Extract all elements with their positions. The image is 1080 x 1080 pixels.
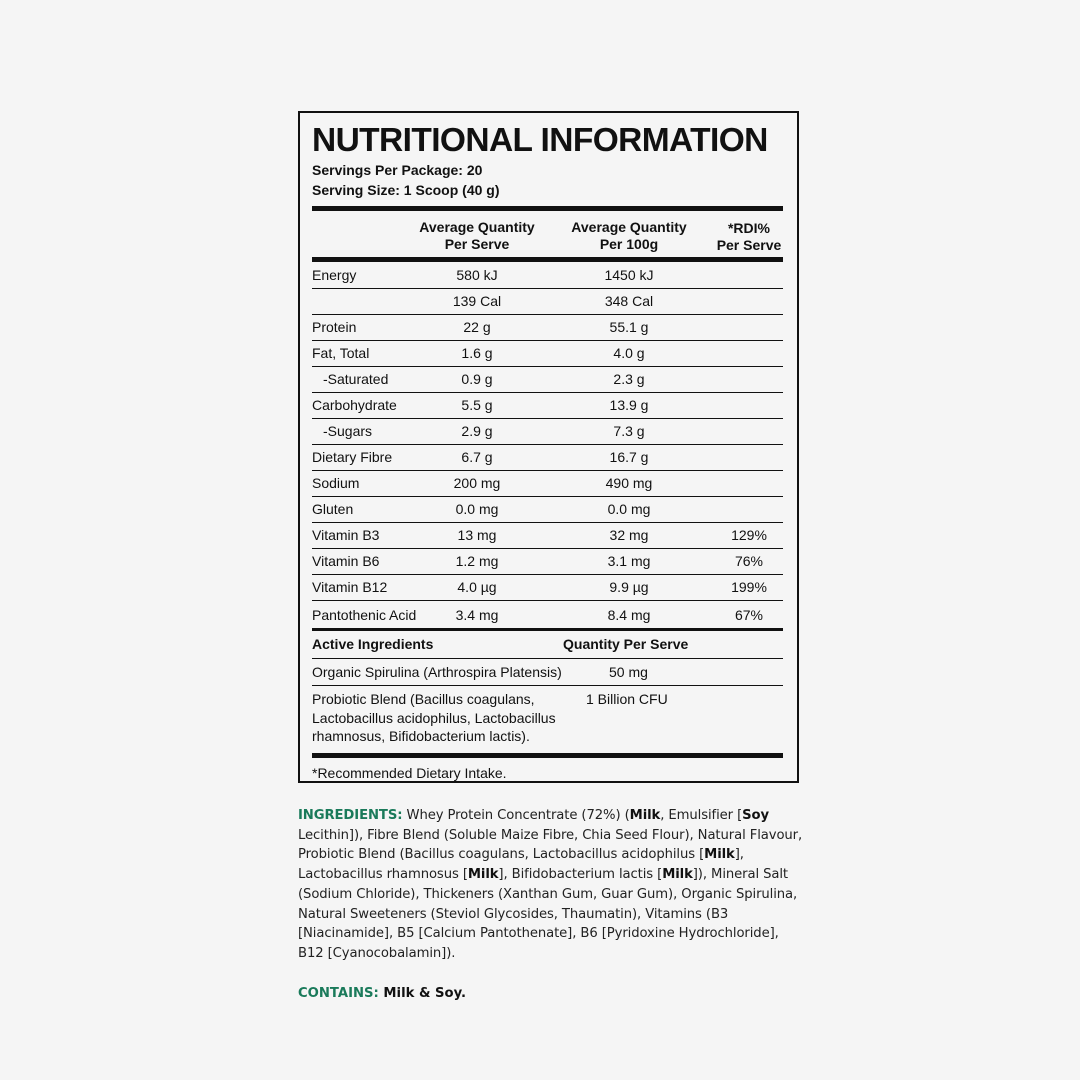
nutrient-name: Dietary Fibre (312, 449, 393, 465)
per-100g-value: 8.4 mg (607, 607, 651, 623)
table-row (312, 574, 783, 600)
header-per-100g-line2: Per 100g (599, 236, 659, 252)
per-100g-value: 1450 kJ (604, 267, 654, 283)
ingredients-text (298, 806, 803, 964)
per-100g-value: 490 mg (605, 475, 653, 491)
ingredients-seg: Lecithin]), Fibre Blend (Soluble Maize Fibre, Chia Seed Flour), Natural Flavour, Probiotic Blend (Bacillus coagulans, Lactobacillus acidophilus [ (298, 827, 803, 863)
rdi-value: 129% (731, 527, 767, 543)
ingredients-seg: ], Bifidobacterium lactis [ (498, 867, 663, 883)
active-ingredient-qty: 1 Billion CFU (586, 691, 668, 707)
per-100g-value: 32 mg (609, 527, 649, 543)
nutrient-name: -Sugars (323, 423, 373, 439)
per-100g-value: 55.1 g (609, 319, 649, 335)
per-serve-value: 0.0 mg (455, 501, 499, 517)
per-serve-value: 5.5 g (461, 397, 493, 413)
rdi-value: 76% (734, 553, 764, 569)
per-serve-value: 6.7 g (461, 449, 493, 465)
active-ingredients-title: Active Ingredients (312, 636, 434, 652)
per-100g-value: 16.7 g (609, 449, 649, 465)
nutrient-name: Vitamin B12 (312, 579, 388, 595)
allergen-milk: Milk (629, 808, 661, 823)
header-rdi (709, 220, 789, 254)
table-row (312, 548, 783, 574)
footnote: *Recommended Dietary Intake. (312, 765, 507, 781)
header-per-100g (565, 219, 693, 253)
per-serve-value: 580 kJ (456, 267, 498, 283)
nutrient-name: Energy (312, 267, 357, 283)
per-serve-value: 200 mg (453, 475, 501, 491)
per-100g-value: 0.0 mg (607, 501, 651, 517)
per-serve-value: 139 Cal (452, 293, 502, 309)
per-100g-value: 348 Cal (604, 293, 654, 309)
quantity-per-serve-title: Quantity Per Serve (563, 636, 689, 652)
table-row (312, 340, 783, 366)
header-rdi-line2: Per Serve (716, 237, 782, 253)
nutrition-panel (298, 111, 799, 783)
active-ingredient-name: Organic Spirulina (Arthrospira Platensis) (312, 664, 562, 680)
per-100g-value: 7.3 g (613, 423, 645, 439)
per-100g-value: 3.1 mg (607, 553, 651, 569)
header-per-serve-line2: Per Serve (444, 236, 510, 252)
per-serve-value: 22 g (463, 319, 491, 335)
table-row (312, 288, 783, 314)
active-ingredient-name (312, 690, 556, 746)
table-header (312, 211, 783, 257)
table-row (312, 392, 783, 418)
active-ingredient-row (312, 658, 783, 685)
per-100g-value: 2.3 g (613, 371, 645, 387)
table-row (312, 470, 783, 496)
table-row (312, 366, 783, 392)
table-row (312, 522, 783, 548)
header-rdi-line1: *RDI% (727, 220, 770, 236)
ingredients-seg: Whey Protein Concentrate (72%) ( (402, 808, 630, 823)
per-100g-value: 13.9 g (609, 397, 649, 413)
table-row (312, 418, 783, 444)
allergen-soy: Soy (742, 808, 769, 823)
rdi-value: 67% (734, 607, 764, 623)
ingredients-seg: ], Lactobacillus rhamnosus [ (298, 847, 744, 883)
active-ingredient-name-line: rhamnosus, Bifidobacterium lactis). (312, 728, 530, 744)
per-serve-value: 0.9 g (461, 371, 493, 387)
per-serve-value: 1.6 g (461, 345, 493, 361)
table-row (312, 314, 783, 340)
active-ingredient-qty: 50 mg (609, 664, 648, 680)
per-serve-value: 1.2 mg (455, 553, 499, 569)
allergen-milk: Milk (467, 867, 499, 883)
table-row (312, 496, 783, 522)
header-per-serve (413, 219, 541, 253)
nutrient-name: Vitamin B6 (312, 553, 380, 569)
allergen-milk: Milk (704, 847, 735, 863)
nutrient-name: Pantothenic Acid (312, 607, 417, 623)
per-serve-value: 3.4 mg (455, 607, 499, 623)
per-100g-value: 4.0 g (613, 345, 645, 361)
per-serve-value: 2.9 g (461, 423, 493, 439)
active-ingredient-name-line: Probiotic Blend (Bacillus coagulans, (312, 691, 535, 707)
table-row (312, 444, 783, 470)
nutrient-name: Gluten (312, 501, 354, 517)
ingredients-seg: ]), Mineral Salt (Sodium Chloride), Thickeners (Xanthan Gum, Guar Gum), Organic Spirulina, Natural Sweeteners (Steviol Glycosides, Thaumatin), Vitamins (B3 [Niacinamide], B5 [Calcium Pantothenate], B6 [Pyridoxine Hydrochloride], B12 [Cyanocobalamin]). (298, 867, 798, 961)
table-row (312, 263, 783, 288)
nutrient-name: Carbohydrate (312, 397, 397, 413)
header-per-100g-line1: Average Quantity (571, 219, 687, 235)
table-row (312, 600, 783, 628)
nutrient-rows (312, 262, 783, 628)
contains-value: Milk & Soy. (378, 986, 466, 1001)
contains-label: CONTAINS: (298, 986, 379, 1001)
nutrient-name: -Saturated (323, 371, 389, 387)
per-100g-value: 9.9 µg (609, 579, 649, 595)
active-ingredient-row (312, 685, 783, 753)
nutrient-name: Vitamin B3 (312, 527, 380, 543)
contains-text (298, 984, 466, 1004)
nutrient-name: Sodium (312, 475, 360, 491)
panel-title: NUTRITIONAL INFORMATION (312, 122, 768, 159)
header-per-serve-line1: Average Quantity (419, 219, 535, 235)
nutrient-name: Fat, Total (312, 345, 370, 361)
per-serve-value: 13 mg (457, 527, 497, 543)
per-serve-value: 4.0 µg (457, 579, 497, 595)
servings-per-package: Servings Per Package: 20 (312, 162, 483, 178)
ingredients-seg: , Emulsifier [ (660, 808, 743, 823)
nutrient-name: Protein (312, 319, 357, 335)
active-ingredient-name-line: Lactobacillus acidophilus, Lactobacillus (312, 709, 556, 726)
serving-size: Serving Size: 1 Scoop (40 g) (312, 182, 500, 198)
ingredients-label: INGREDIENTS: (298, 808, 403, 823)
rdi-value: 199% (731, 579, 767, 595)
allergen-milk: Milk (662, 867, 693, 883)
active-ingredients-header (312, 631, 783, 658)
